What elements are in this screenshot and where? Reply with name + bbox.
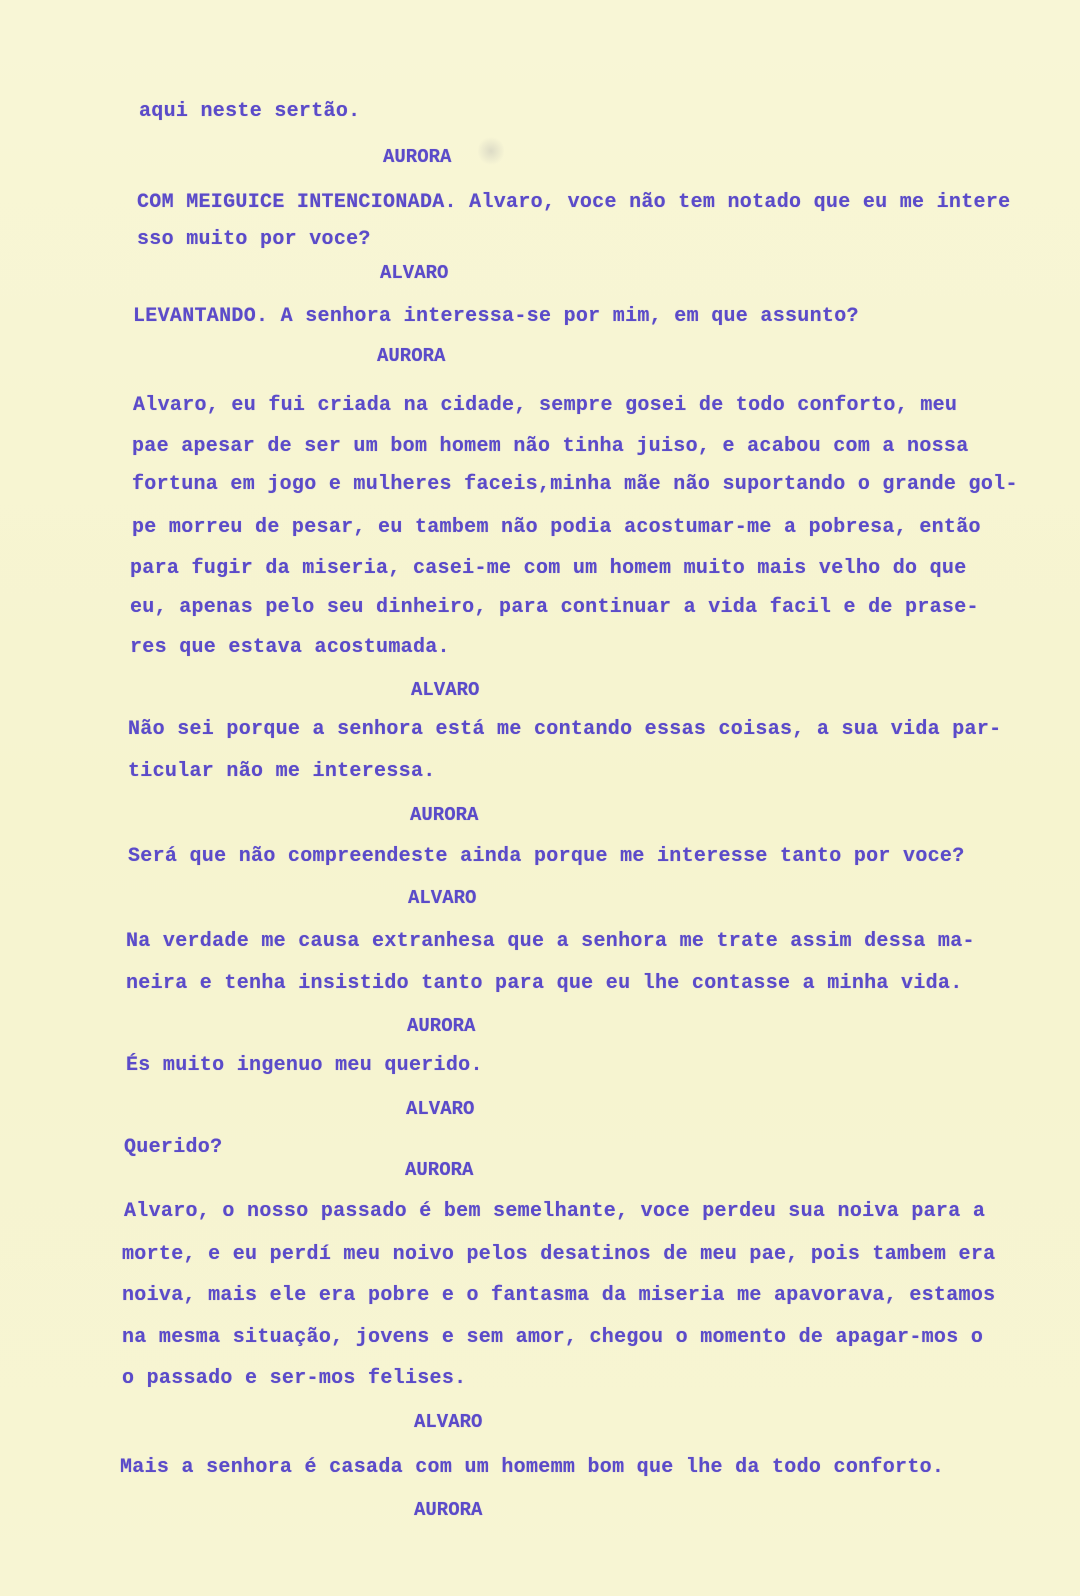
speaker-name: AURORA	[383, 146, 452, 168]
dialogue-line: res que estava acostumada.	[130, 636, 450, 659]
dialogue-line: para fugir da miseria, casei-me com um homem muito mais velho do que	[130, 557, 967, 580]
dialogue-line: neira e tenha insistido tanto para que eu lhe contasse a minha vida.	[126, 972, 963, 995]
dialogue-line: Não sei porque a senhora está me contando essas coisas, a sua vida par-	[128, 718, 1002, 741]
speaker-name: AURORA	[405, 1159, 474, 1181]
dialogue-line: fortuna em jogo e mulheres faceis,minha mãe não suportando o grande gol-	[132, 473, 1018, 496]
dialogue-line: morte, e eu perdí meu noivo pelos desatinos de meu pae, pois tambem era	[122, 1243, 996, 1266]
dialogue-line: noiva, mais ele era pobre e o fantasma da miseria me apavorava, estamos	[122, 1284, 996, 1307]
dialogue-line: Na verdade me causa extranhesa que a senhora me trate assim dessa ma-	[126, 930, 975, 953]
speaker-name: ALVARO	[406, 1098, 475, 1120]
speaker-name: ALVARO	[408, 887, 477, 909]
speaker-name: AURORA	[377, 345, 446, 367]
dialogue-line: sso muito por voce?	[137, 228, 371, 251]
dialogue-line: LEVANTANDO. A senhora interessa-se por mim, em que assunto?	[133, 305, 859, 328]
speaker-name: ALVARO	[411, 679, 480, 701]
dialogue-line: pe morreu de pesar, eu tambem não podia acostumar-me a pobresa, então	[132, 516, 981, 539]
dialogue-line: COM MEIGUICE INTENCIONADA. Alvaro, voce não tem notado que eu me intere	[137, 191, 1011, 214]
dialogue-line: Querido?	[124, 1136, 223, 1159]
dialogue-line: És muito ingenuo meu querido.	[126, 1054, 483, 1077]
speaker-name: AURORA	[407, 1015, 476, 1037]
speaker-name: ALVARO	[414, 1411, 483, 1433]
dialogue-line: na mesma situação, jovens e sem amor, chegou o momento de apagar-mos o	[122, 1326, 984, 1349]
dialogue-line: Alvaro, eu fui criada na cidade, sempre gosei de todo conforto, meu	[133, 394, 958, 417]
dialogue-line: Mais a senhora é casada com um homemm bom que lhe da todo conforto.	[120, 1456, 945, 1479]
ink-smudge	[478, 136, 504, 166]
dialogue-line: o passado e ser-mos felises.	[122, 1367, 467, 1390]
dialogue-line: pae apesar de ser um bom homem não tinha juiso, e acabou com a nossa	[132, 435, 969, 458]
speaker-name: AURORA	[414, 1499, 483, 1521]
dialogue-line: ticular não me interessa.	[128, 760, 436, 783]
speaker-name: AURORA	[410, 804, 479, 826]
dialogue-line: aqui neste sertão.	[139, 100, 361, 123]
dialogue-line: eu, apenas pelo seu dinheiro, para continuar a vida facil e de prase-	[130, 596, 979, 619]
dialogue-line: Será que não compreendeste ainda porque me interesse tanto por voce?	[128, 845, 965, 868]
speaker-name: ALVARO	[380, 262, 449, 284]
dialogue-line: Alvaro, o nosso passado é bem semelhante, voce perdeu sua noiva para a	[124, 1200, 986, 1223]
